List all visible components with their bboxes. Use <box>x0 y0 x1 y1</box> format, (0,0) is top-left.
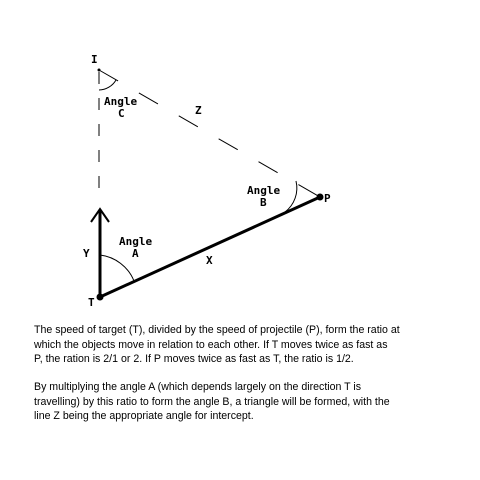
text-line: travelling) by this ratio to form the angle B, a triangle will be formed, with the <box>34 395 390 408</box>
angle-a-arc <box>100 255 134 281</box>
angle-c-arc <box>99 80 116 90</box>
intercept-point <box>98 69 101 72</box>
text-line: By multiplying the angle A (which depends largely on the direction T is <box>34 381 362 393</box>
label-target: T <box>88 296 95 309</box>
angle-c-word: Angle <box>104 95 138 108</box>
label-intercept: I <box>91 53 98 66</box>
text-line: line Z being the appropriate angle for intercept. <box>34 410 254 422</box>
line-z-dashed <box>99 70 320 197</box>
angle-c-letter: C <box>118 107 125 120</box>
label-line-x: X <box>206 254 213 267</box>
projectile-point <box>317 194 324 201</box>
label-projectile: P <box>324 192 331 205</box>
text-line: P, the ration is 2/1 or 2. If P moves twice as fast as T, the ratio is 1/2. <box>34 353 354 365</box>
angle-b-word: Angle <box>247 184 281 197</box>
angle-b-letter: B <box>260 196 267 209</box>
target-point <box>97 294 104 301</box>
angle-a-letter: A <box>132 247 139 260</box>
angle-a-word: Angle <box>119 235 153 248</box>
explanation-paragraph-ratio <box>34 323 474 367</box>
text-line: which the objects move in relation to each other. If T moves twice as fast as <box>34 338 388 351</box>
label-line-y: Y <box>83 247 90 260</box>
text-line: The speed of target (T), divided by the speed of projectile (P), form the ratio at <box>34 324 400 336</box>
label-line-z: Z <box>195 104 202 117</box>
explanation-paragraph-angle <box>34 380 474 424</box>
